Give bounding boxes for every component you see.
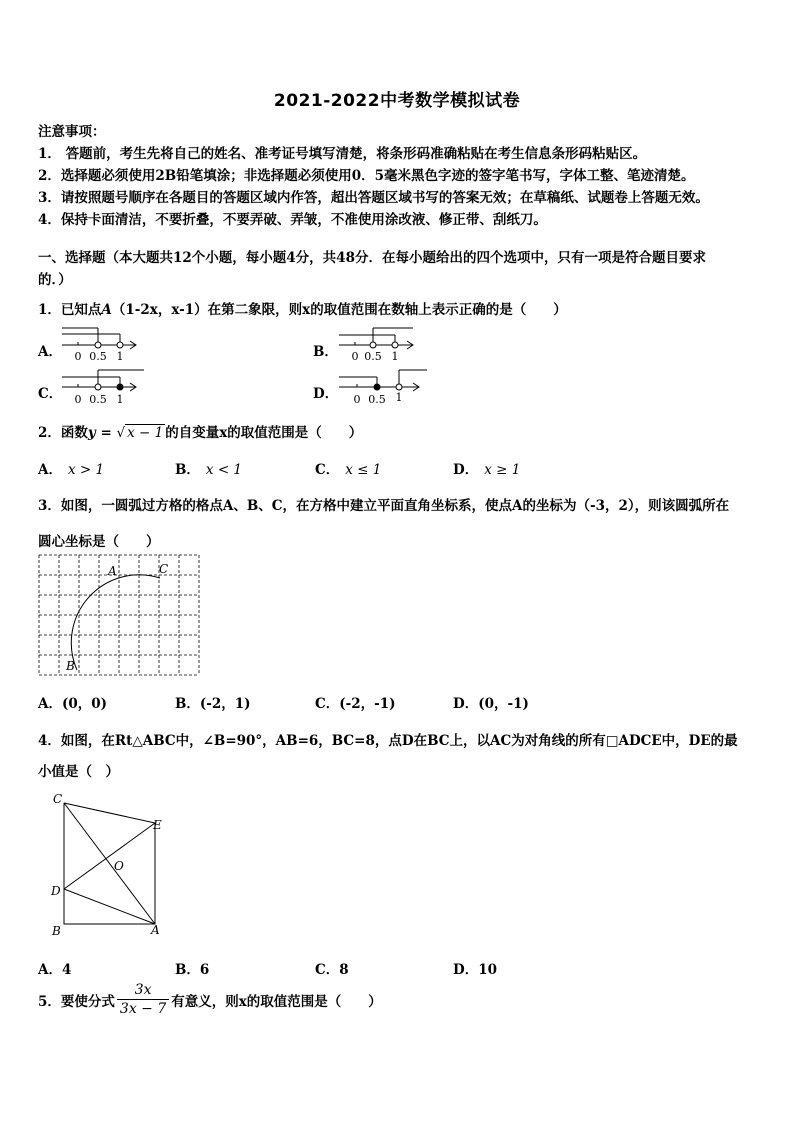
q4-label-c: C (53, 792, 63, 806)
q4-option-d: D．10 (453, 962, 497, 978)
q4-parallelogram-figure (40, 788, 180, 940)
q5-stem (38, 982, 382, 1017)
q3-stem-line2: 圆心坐标是（ ） (38, 534, 160, 550)
q4-label-d: D (51, 884, 61, 898)
q1-number-line-a (58, 322, 148, 362)
q1d-tick-1: 1 (395, 391, 403, 404)
q1c-tick-0: 0 (74, 393, 82, 406)
q2-option-a-math: x > 1 (67, 462, 105, 478)
q1-number-line-d (335, 364, 431, 406)
q1b-tick-05: 0.5 (364, 350, 382, 362)
q2-option-a (38, 458, 104, 478)
q1a-tick-0: 0 (74, 350, 82, 362)
q3-point-b: B (66, 659, 75, 673)
notice-item-1: 1． 答题前，考生先将自己的姓名、准考证号填写清楚，将条形码准确粘贴在考生信息条形码粘贴区。 (38, 146, 647, 162)
q2-option-d (453, 458, 520, 478)
q3-arc (71, 575, 160, 670)
q1-option-a-label: A． (38, 344, 62, 360)
q2-option-d-math: x ≥ 1 (484, 462, 521, 478)
q4-label-o: O (114, 859, 124, 873)
q2-radicand: x − 1 (127, 425, 164, 441)
q1b-tick-1: 1 (391, 350, 399, 362)
q4-option-b: B．6 (175, 962, 210, 978)
q3-stem-line1: 3．如图，一圆弧过方格的格点A、B、C，在方格中建立平面直角坐标系，使点A的坐标为（-3，2），则该圆弧所在 (38, 498, 730, 514)
q2-option-b (175, 458, 242, 478)
q1c-tick-1: 1 (116, 393, 124, 406)
q4-stem-line2: 小值是（ ） (38, 764, 119, 780)
q1-suffix: 在第二象限，则x的取值范围在数轴上表示正确的是（ ） (207, 302, 567, 318)
q1-option-d-label: D． (313, 386, 339, 402)
q3-option-c: C．(-2，-1) (315, 696, 396, 712)
q3-option-d: D．(0，-1) (453, 696, 529, 712)
q1-point: A (101, 302, 112, 318)
q1-prefix: 1．已知点 (38, 302, 102, 318)
q4-stem-line1: 4．如图，在Rt△ABC中，∠B=90°，AB=6，BC=8，点D在BC上，以AC为对角线的所有□ADCE中，DE的最 (38, 733, 738, 749)
q1c-tick-05: 0.5 (89, 393, 107, 406)
q1a-tick-1: 1 (116, 350, 124, 362)
q5-numerator: 3x (117, 982, 169, 1000)
q5-suffix: 有意义，则x的取值范围是（ ） (171, 993, 382, 1010)
section-heading-line2: 的．） (38, 272, 72, 288)
q1-option-b-label: B． (313, 344, 338, 360)
q4-option-c: C．8 (315, 962, 349, 978)
notice-item-4: 4．保持卡面清洁，不要折叠，不要弄破、弄皱，不准使用涂改液、修正带、刮纸刀。 (38, 212, 547, 228)
q3-point-c: C (159, 562, 169, 576)
q4-label-a: A (151, 923, 160, 937)
q3-option-a: A．(0，0) (38, 696, 108, 712)
q2-option-b-label: B． (175, 462, 200, 478)
q3-point-a: A (108, 564, 117, 578)
q1-stem (38, 298, 567, 318)
q4-label-e: E (153, 818, 162, 832)
q1d-tick-05: 0.5 (368, 393, 386, 406)
q2-option-d-label: D． (453, 462, 479, 478)
q2-option-c (315, 458, 381, 478)
q1-number-line-b (335, 322, 425, 362)
q2-option-a-label: A． (38, 462, 62, 478)
q2-option-c-math: x ≤ 1 (345, 462, 382, 478)
q2-prefix: 2．函数 (38, 425, 88, 441)
q2-option-c-label: C． (315, 462, 340, 478)
q1a-tick-05: 0.5 (89, 350, 107, 362)
q1-number-line-c (58, 364, 148, 406)
q5-prefix: 5．要使分式 (38, 993, 115, 1010)
q1-coords: （1-2x，x-1） (111, 302, 208, 318)
q1d-tick-0: 0 (353, 393, 361, 406)
q1b-tick-0: 0 (351, 350, 359, 362)
q3-option-b: B．(-2，1) (175, 696, 251, 712)
q1-option-c-label: C． (38, 386, 63, 402)
notice-item-2: 2．选择题必须使用2B铅笔填涂；非选择题必须使用0．5毫米黑色字迹的签字笔书写，字体工整、笔迹清楚。 (38, 168, 695, 184)
notice-heading: 注意事项： (38, 124, 106, 140)
notice-item-3: 3．请按照题号顺序在各题目的答题区域内作答，超出答题区域书写的答案无效；在草稿纸、试题卷上答题无效。 (38, 190, 709, 206)
q2-eq: = (95, 425, 117, 441)
q3-grid-figure (38, 554, 200, 676)
q4-option-a: A．4 (38, 962, 72, 978)
section-heading-line1: 一、选择题（本大题共12个小题，每小题4分，共48分．在每小题给出的四个选项中，只有一项是符合题目要求 (38, 250, 706, 266)
page-title: 2021-2022中考数学模拟试卷 (273, 91, 521, 111)
q2-y: y (87, 425, 96, 441)
q2-stem (38, 421, 362, 441)
q2-suffix: 的自变量x的取值范围是（ ） (165, 425, 363, 441)
q4-label-b: B (52, 924, 61, 938)
q2-sqrt-sign: √ (116, 425, 126, 441)
q5-denominator: 3x − 7 (119, 1001, 167, 1017)
q2-option-b-math: x < 1 (205, 462, 243, 478)
q5-fraction (117, 982, 169, 1017)
